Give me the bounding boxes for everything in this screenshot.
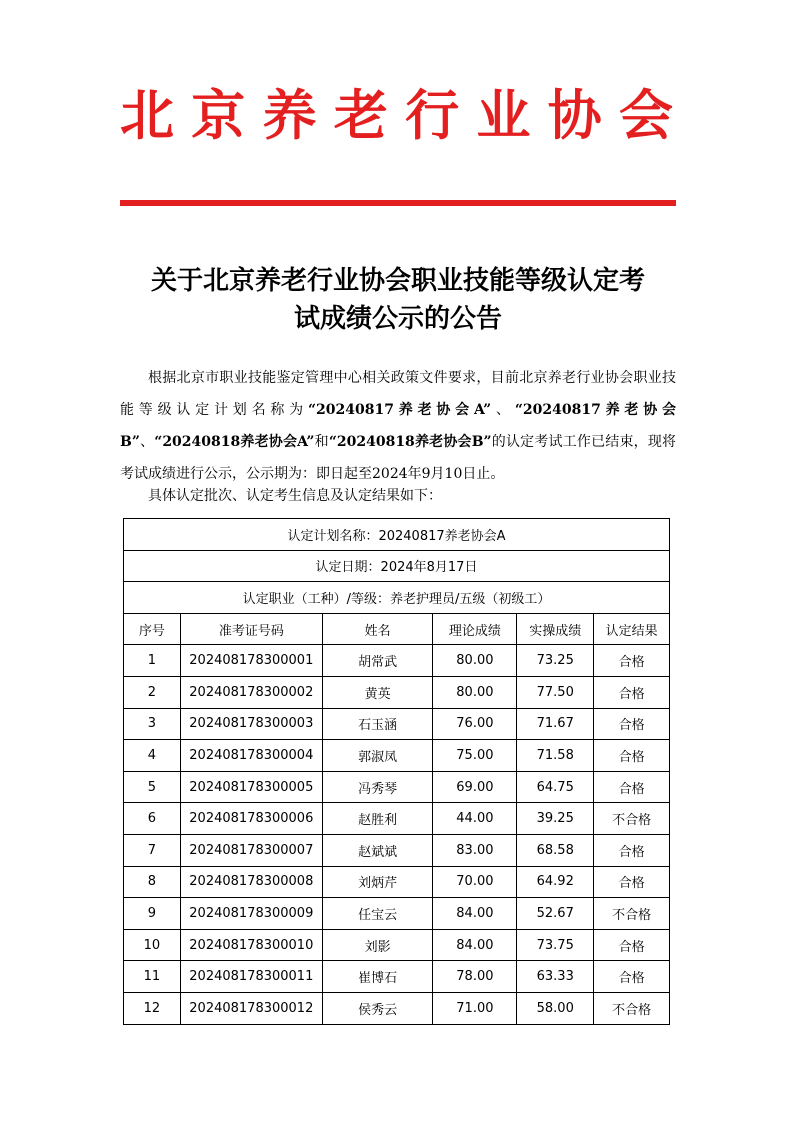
candidate-name: 刘影 bbox=[322, 929, 433, 961]
column-header: 实操成绩 bbox=[517, 613, 594, 645]
plan-name: “20240817养老协会B” bbox=[120, 402, 677, 450]
candidate-number: 202408178300008 bbox=[180, 866, 322, 898]
letterhead-char: 协 bbox=[547, 83, 602, 147]
candidate-name: 黄英 bbox=[322, 676, 433, 708]
practical-score: 71.58 bbox=[517, 740, 594, 772]
letterhead-char: 养 bbox=[262, 83, 317, 147]
candidate-number: 202408178300006 bbox=[180, 803, 322, 835]
column-header: 准考证号码 bbox=[180, 613, 322, 645]
theory-score: 80.00 bbox=[433, 645, 517, 677]
table-row bbox=[124, 803, 670, 835]
occupation-cell: 认定职业（工种）/等级：养老护理员/五级（初级工） bbox=[124, 582, 670, 614]
candidate-name: 侯秀云 bbox=[322, 992, 433, 1024]
candidate-name: 刘炳芹 bbox=[322, 866, 433, 898]
table-row bbox=[124, 708, 670, 740]
result: 不合格 bbox=[594, 803, 670, 835]
candidate-number: 202408178300012 bbox=[180, 992, 322, 1024]
practical-score: 39.25 bbox=[517, 803, 594, 835]
column-header: 序号 bbox=[124, 613, 181, 645]
candidate-number: 202408178300007 bbox=[180, 834, 322, 866]
separator: 、 bbox=[491, 402, 515, 418]
result: 合格 bbox=[594, 771, 670, 803]
result: 合格 bbox=[594, 708, 670, 740]
practical-score: 64.75 bbox=[517, 771, 594, 803]
candidate-number: 202408178300005 bbox=[180, 771, 322, 803]
result: 合格 bbox=[594, 834, 670, 866]
title-line-2: 试成绩公示的公告 bbox=[293, 304, 502, 334]
letterhead-char: 业 bbox=[476, 83, 531, 147]
letterhead-char: 会 bbox=[618, 83, 673, 147]
plan-name: “20240818养老协会A” bbox=[154, 434, 315, 450]
candidate-name: 赵斌斌 bbox=[322, 834, 433, 866]
paragraph-text: 的认定考试工作已结束，现将考试成绩进行公示，公示期为：即日起至2024年9月10日止。 bbox=[120, 434, 677, 482]
row-index: 6 bbox=[124, 803, 181, 835]
table-header-row bbox=[124, 613, 670, 645]
practical-score: 63.33 bbox=[517, 961, 594, 993]
table-row bbox=[124, 961, 670, 993]
plan-name: “20240817养老协会A” bbox=[307, 402, 492, 418]
theory-score: 69.00 bbox=[433, 771, 517, 803]
title-line-1: 关于北京养老行业协会职业技能等级认定考 bbox=[150, 266, 645, 296]
paragraph-text: 根据北京市职业技能鉴定管理中心相关政策文件要求，目前北京养老行业协会职业技能等级认定计划名称为 bbox=[120, 370, 676, 418]
practical-score: 64.92 bbox=[517, 866, 594, 898]
table-row bbox=[124, 676, 670, 708]
document-body bbox=[120, 362, 676, 490]
candidate-name: 郭淑凤 bbox=[322, 740, 433, 772]
row-index: 4 bbox=[124, 740, 181, 772]
result: 不合格 bbox=[594, 898, 670, 930]
result: 合格 bbox=[594, 929, 670, 961]
letterhead-divider bbox=[120, 200, 676, 206]
letterhead-char: 北 bbox=[120, 83, 174, 147]
candidate-number: 202408178300010 bbox=[180, 929, 322, 961]
candidate-name: 胡常武 bbox=[322, 645, 433, 677]
row-index: 12 bbox=[124, 992, 181, 1024]
results-table bbox=[123, 518, 670, 1025]
table-row bbox=[124, 929, 670, 961]
result: 合格 bbox=[594, 866, 670, 898]
theory-score: 83.00 bbox=[433, 834, 517, 866]
theory-score: 75.00 bbox=[433, 740, 517, 772]
theory-score: 76.00 bbox=[433, 708, 517, 740]
theory-score: 78.00 bbox=[433, 961, 517, 993]
announcement-paragraph bbox=[120, 362, 676, 490]
theory-score: 84.00 bbox=[433, 929, 517, 961]
row-index: 5 bbox=[124, 771, 181, 803]
row-index: 8 bbox=[124, 866, 181, 898]
candidate-number: 202408178300004 bbox=[180, 740, 322, 772]
plan-name-cell: 认定计划名称：20240817养老协会A bbox=[124, 519, 670, 551]
result: 合格 bbox=[594, 740, 670, 772]
candidate-name: 赵胜利 bbox=[322, 803, 433, 835]
practical-score: 73.75 bbox=[517, 929, 594, 961]
candidate-name: 崔博石 bbox=[322, 961, 433, 993]
result: 不合格 bbox=[594, 992, 670, 1024]
row-index: 2 bbox=[124, 676, 181, 708]
document-title bbox=[120, 262, 676, 338]
row-index: 3 bbox=[124, 708, 181, 740]
practical-score: 52.67 bbox=[517, 898, 594, 930]
row-index: 11 bbox=[124, 961, 181, 993]
separator: 、 bbox=[139, 434, 155, 450]
exam-date-cell: 认定日期：2024年8月17日 bbox=[124, 550, 670, 582]
row-index: 1 bbox=[124, 645, 181, 677]
column-header: 理论成绩 bbox=[433, 613, 517, 645]
row-index: 9 bbox=[124, 898, 181, 930]
table-body bbox=[124, 645, 670, 1024]
theory-score: 70.00 bbox=[433, 866, 517, 898]
result: 合格 bbox=[594, 961, 670, 993]
table-row bbox=[124, 992, 670, 1024]
result: 合格 bbox=[594, 676, 670, 708]
practical-score: 68.58 bbox=[517, 834, 594, 866]
practical-score: 73.25 bbox=[517, 645, 594, 677]
theory-score: 80.00 bbox=[433, 676, 517, 708]
letterhead-char: 行 bbox=[405, 83, 460, 147]
candidate-name: 冯秀琴 bbox=[322, 771, 433, 803]
table-row bbox=[124, 834, 670, 866]
table-row bbox=[124, 645, 670, 677]
column-header: 认定结果 bbox=[594, 613, 670, 645]
theory-score: 71.00 bbox=[433, 992, 517, 1024]
separator: 和 bbox=[314, 434, 329, 450]
plan-name: “20240818养老协会B” bbox=[328, 434, 492, 450]
candidate-name: 任宝云 bbox=[322, 898, 433, 930]
result: 合格 bbox=[594, 645, 670, 677]
candidate-name: 石玉涵 bbox=[322, 708, 433, 740]
table-row bbox=[124, 740, 670, 772]
practical-score: 77.50 bbox=[517, 676, 594, 708]
table-intro: 具体认定批次、认定考生信息及认定结果如下： bbox=[148, 488, 442, 504]
letterhead-char: 京 bbox=[191, 83, 246, 147]
candidate-number: 202408178300002 bbox=[180, 676, 322, 708]
table-row bbox=[124, 771, 670, 803]
row-index: 10 bbox=[124, 929, 181, 961]
practical-score: 71.67 bbox=[517, 708, 594, 740]
theory-score: 44.00 bbox=[433, 803, 517, 835]
candidate-number: 202408178300003 bbox=[180, 708, 322, 740]
table-row bbox=[124, 898, 670, 930]
column-header: 姓名 bbox=[322, 613, 433, 645]
candidate-number: 202408178300001 bbox=[180, 645, 322, 677]
letterhead-char: 老 bbox=[333, 83, 388, 147]
row-index: 7 bbox=[124, 834, 181, 866]
candidate-number: 202408178300011 bbox=[180, 961, 322, 993]
organization-letterhead bbox=[120, 83, 673, 147]
theory-score: 84.00 bbox=[433, 898, 517, 930]
table-row bbox=[124, 866, 670, 898]
candidate-number: 202408178300009 bbox=[180, 898, 322, 930]
practical-score: 58.00 bbox=[517, 992, 594, 1024]
